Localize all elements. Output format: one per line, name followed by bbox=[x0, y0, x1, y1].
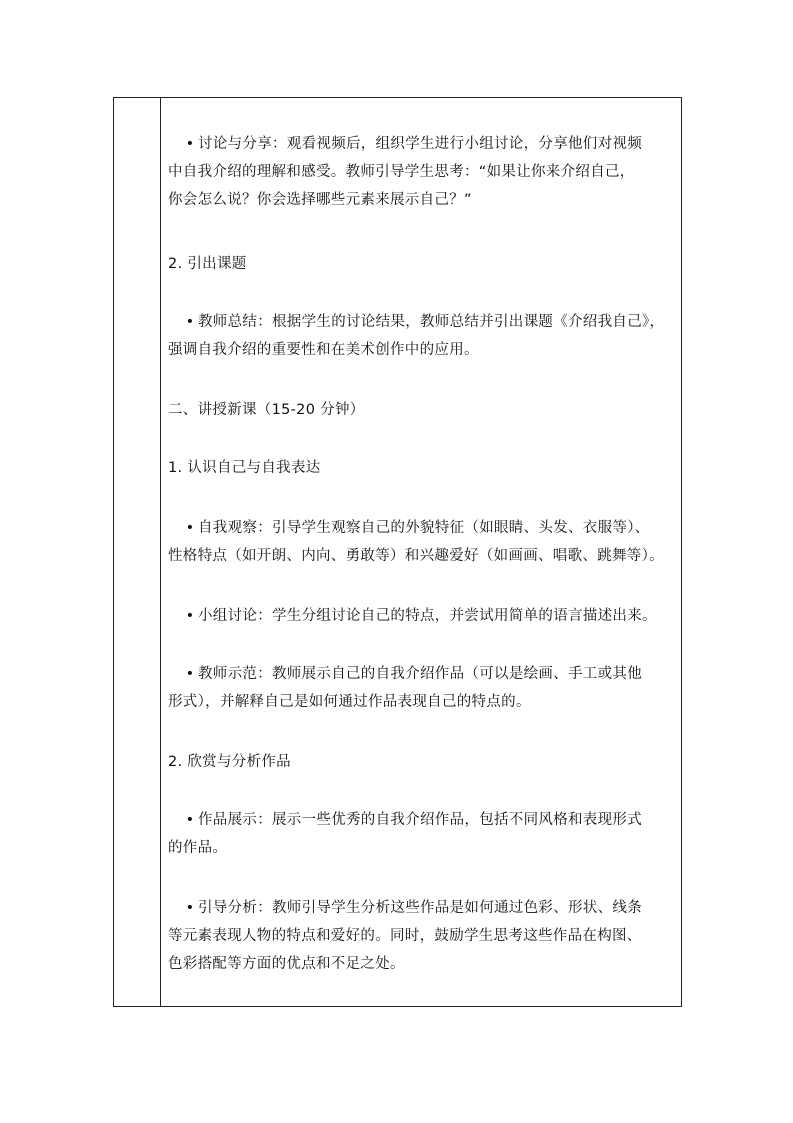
bullet-dot: • bbox=[185, 136, 195, 152]
bullet-discussion bbox=[168, 130, 688, 214]
paragraph-line: 教师总结：根据学生的讨论结果，教师总结并引出课题《介绍我自己》， bbox=[198, 314, 665, 330]
paragraph-line: 小组讨论：学生分组讨论自己的特点，并尝试用简单的语言描述出来。 bbox=[198, 608, 657, 624]
paragraph-line: 等元素表现人物的特点和爱好的。同时，鼓励学生思考这些作品在构图、 bbox=[168, 928, 642, 944]
bullet-work-display bbox=[168, 806, 688, 862]
heading-new-lesson bbox=[168, 396, 688, 424]
paragraph-line: 你会怎么说？你会选择哪些元素来展示自己？” bbox=[168, 192, 472, 208]
bullet-teacher-summary bbox=[168, 308, 688, 364]
table-left-column bbox=[114, 98, 161, 1006]
bullet-dot: • bbox=[185, 608, 195, 624]
paragraph-line: 色彩搭配等方面的优点和不足之处。 bbox=[168, 956, 405, 972]
section-heading: 2. 欣赏与分析作品 bbox=[168, 754, 291, 770]
paragraph-line: 中自我介绍的理解和感受。教师引导学生思考：“如果让你来介绍自己， bbox=[168, 164, 635, 180]
heading-appreciate-works bbox=[168, 748, 688, 776]
paragraph-line: 形式），并解释自己是如何通过作品表现自己的特点的。 bbox=[168, 694, 531, 710]
bullet-dot: • bbox=[185, 314, 195, 330]
paragraph-line: 强调自我介绍的重要性和在美术创作中的应用。 bbox=[168, 342, 479, 358]
heading-introduce-topic bbox=[168, 250, 688, 278]
paragraph-line: 性格特点（如开朗、内向、勇敢等）和兴趣爱好（如画画、唱歌、跳舞等）。 bbox=[168, 548, 664, 564]
bullet-self-observation bbox=[168, 514, 688, 570]
bullet-teacher-demo bbox=[168, 660, 688, 716]
bullet-guided-analysis bbox=[168, 894, 688, 978]
bullet-dot: • bbox=[185, 666, 195, 682]
heading-know-yourself bbox=[168, 454, 688, 482]
bullet-group-discussion bbox=[168, 602, 688, 630]
paragraph-line: 引导分析：教师引导学生分析这些作品是如何通过色彩、形状、线条 bbox=[198, 900, 642, 916]
bullet-dot: • bbox=[185, 812, 195, 828]
bullet-dot: • bbox=[185, 520, 195, 536]
paragraph-line: 教师示范：教师展示自己的自我介绍作品（可以是绘画、手工或其他 bbox=[198, 666, 642, 682]
section-heading: 1. 认识自己与自我表达 bbox=[168, 460, 321, 476]
section-heading: 2. 引出课题 bbox=[168, 256, 247, 272]
paragraph-line: 的作品。 bbox=[168, 840, 228, 856]
bullet-dot: • bbox=[185, 900, 195, 916]
paragraph-line: 自我观察：引导学生观察自己的外貌特征（如眼睛、头发、衣服等）、 bbox=[198, 520, 650, 536]
section-heading: 二、讲授新课（15-20 分钟） bbox=[168, 402, 365, 418]
paragraph-line: 作品展示：展示一些优秀的自我介绍作品，包括不同风格和表现形式 bbox=[198, 812, 642, 828]
paragraph-line: 讨论与分享：观看视频后，组织学生进行小组讨论，分享他们对视频 bbox=[198, 136, 642, 152]
